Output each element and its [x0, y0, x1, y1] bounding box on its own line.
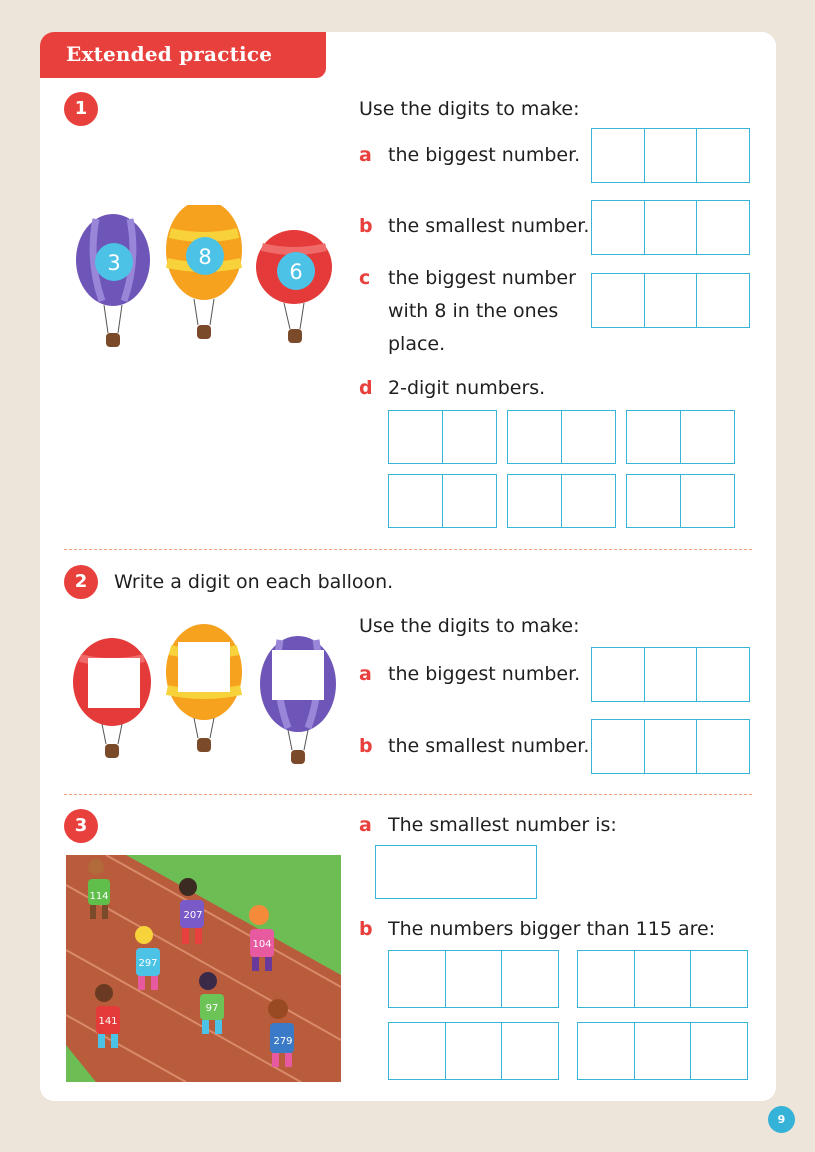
q1c-text-line-2: with 8 in the ones	[388, 300, 559, 322]
q1d-answer-pair	[388, 410, 497, 464]
question-2-number: 2	[64, 565, 98, 599]
blank-digit-square[interactable]	[178, 642, 230, 692]
q1d-text: 2-digit numbers.	[388, 377, 546, 399]
runner-bib: 207	[183, 910, 203, 921]
balloon-digit-1: 3	[107, 251, 121, 275]
balloon-purple	[76, 214, 150, 347]
answer-digit-box[interactable]	[388, 474, 443, 528]
answer-digit-box[interactable]	[591, 273, 645, 328]
answer-digit-box[interactable]	[501, 950, 559, 1008]
q1c-answer-boxes	[591, 273, 750, 328]
runner-bib: 97	[205, 1003, 219, 1014]
balloon-purple	[260, 636, 336, 764]
q3b-answer-boxes	[388, 950, 559, 1008]
q1c-text-line-1: the biggest number	[388, 267, 576, 289]
answer-digit-box[interactable]	[690, 950, 748, 1008]
answer-digit-box[interactable]	[591, 200, 645, 255]
answer-digit-box[interactable]	[696, 200, 750, 255]
answer-digit-box[interactable]	[634, 1022, 692, 1080]
answer-digit-box[interactable]	[696, 647, 750, 702]
q2-balloons-illustration	[66, 620, 346, 770]
section-divider	[64, 794, 752, 795]
runner-bib: 114	[89, 891, 109, 902]
answer-digit-box[interactable]	[388, 950, 446, 1008]
q1c-text-line-3: place.	[388, 333, 446, 355]
answer-digit-box[interactable]	[388, 1022, 446, 1080]
answer-digit-box[interactable]	[696, 128, 750, 183]
answer-digit-box[interactable]	[577, 950, 635, 1008]
answer-digit-box[interactable]	[507, 410, 562, 464]
answer-digit-box[interactable]	[445, 1022, 503, 1080]
answer-digit-box[interactable]	[626, 474, 681, 528]
q3b-letter: b	[359, 918, 373, 940]
q2-intro: Use the digits to make:	[359, 615, 580, 637]
section-title: Extended practice	[66, 42, 273, 66]
answer-digit-box[interactable]	[644, 273, 698, 328]
q1-intro: Use the digits to make:	[359, 98, 580, 120]
q3a-text: The smallest number is:	[388, 814, 617, 836]
q3b-answer-boxes	[577, 1022, 748, 1080]
answer-digit-box[interactable]	[591, 128, 645, 183]
answer-digit-box[interactable]	[644, 647, 698, 702]
q1d-answer-pair	[507, 410, 616, 464]
q1b-text: the smallest number.	[388, 215, 590, 237]
question-3-number: 3	[64, 809, 98, 843]
answer-digit-box[interactable]	[644, 200, 698, 255]
q2a-answer-boxes	[591, 647, 750, 702]
q3b-answer-boxes	[388, 1022, 559, 1080]
balloon-digit-3: 6	[289, 260, 303, 284]
q2-instruction: Write a digit on each balloon.	[114, 571, 394, 593]
runner-bib: 104	[252, 939, 272, 950]
q1d-answer-pair	[507, 474, 616, 528]
answer-digit-box[interactable]	[507, 474, 562, 528]
blank-digit-square[interactable]	[272, 650, 324, 700]
answer-digit-box[interactable]	[561, 474, 616, 528]
q2b-text: the smallest number.	[388, 735, 590, 757]
q2b-answer-boxes	[591, 719, 750, 774]
answer-digit-box[interactable]	[644, 128, 698, 183]
balloon-red	[256, 230, 332, 343]
answer-digit-box[interactable]	[442, 410, 497, 464]
q1-balloons-illustration	[66, 205, 346, 365]
q1b-answer-boxes	[591, 200, 750, 255]
runners-illustration	[66, 855, 341, 1082]
runner-bib: 141	[98, 1016, 118, 1027]
q1a-text: the biggest number.	[388, 144, 581, 166]
answer-digit-box[interactable]	[634, 950, 692, 1008]
answer-digit-box[interactable]	[442, 474, 497, 528]
answer-digit-box[interactable]	[696, 273, 750, 328]
q1d-letter: d	[359, 377, 373, 399]
q1b-letter: b	[359, 215, 373, 237]
balloon-orange	[166, 205, 242, 339]
blank-digit-square[interactable]	[88, 658, 140, 708]
answer-digit-box[interactable]	[561, 410, 616, 464]
q1c-letter: c	[359, 267, 371, 289]
question-1-number: 1	[64, 92, 98, 126]
q2a-text: the biggest number.	[388, 663, 581, 685]
q3a-letter: a	[359, 814, 372, 836]
answer-digit-box[interactable]	[591, 647, 645, 702]
q1a-letter: a	[359, 144, 372, 166]
answer-digit-box[interactable]	[644, 719, 698, 774]
answer-digit-box[interactable]	[696, 719, 750, 774]
balloon-red	[73, 638, 151, 758]
answer-digit-box[interactable]	[680, 410, 735, 464]
section-divider	[64, 549, 752, 550]
q2a-letter: a	[359, 663, 372, 685]
q2b-letter: b	[359, 735, 373, 757]
answer-digit-box[interactable]	[501, 1022, 559, 1080]
q3b-text: The numbers bigger than 115 are:	[388, 918, 716, 940]
runner-bib: 297	[138, 958, 158, 969]
q1d-answer-pair	[388, 474, 497, 528]
answer-digit-box[interactable]	[577, 1022, 635, 1080]
answer-digit-box[interactable]	[626, 410, 681, 464]
answer-digit-box[interactable]	[690, 1022, 748, 1080]
balloon-orange	[166, 624, 242, 752]
q3b-answer-boxes	[577, 950, 748, 1008]
q1d-answer-pair	[626, 474, 735, 528]
q3a-answer-box[interactable]	[375, 845, 537, 899]
answer-digit-box[interactable]	[388, 410, 443, 464]
page-number-badge: 9	[768, 1106, 795, 1133]
answer-digit-box[interactable]	[680, 474, 735, 528]
answer-digit-box[interactable]	[445, 950, 503, 1008]
answer-digit-box[interactable]	[591, 719, 645, 774]
balloon-digit-2: 8	[198, 245, 212, 269]
q1d-answer-pair	[626, 410, 735, 464]
runner-bib: 279	[273, 1036, 293, 1047]
q1a-answer-boxes	[591, 128, 750, 183]
